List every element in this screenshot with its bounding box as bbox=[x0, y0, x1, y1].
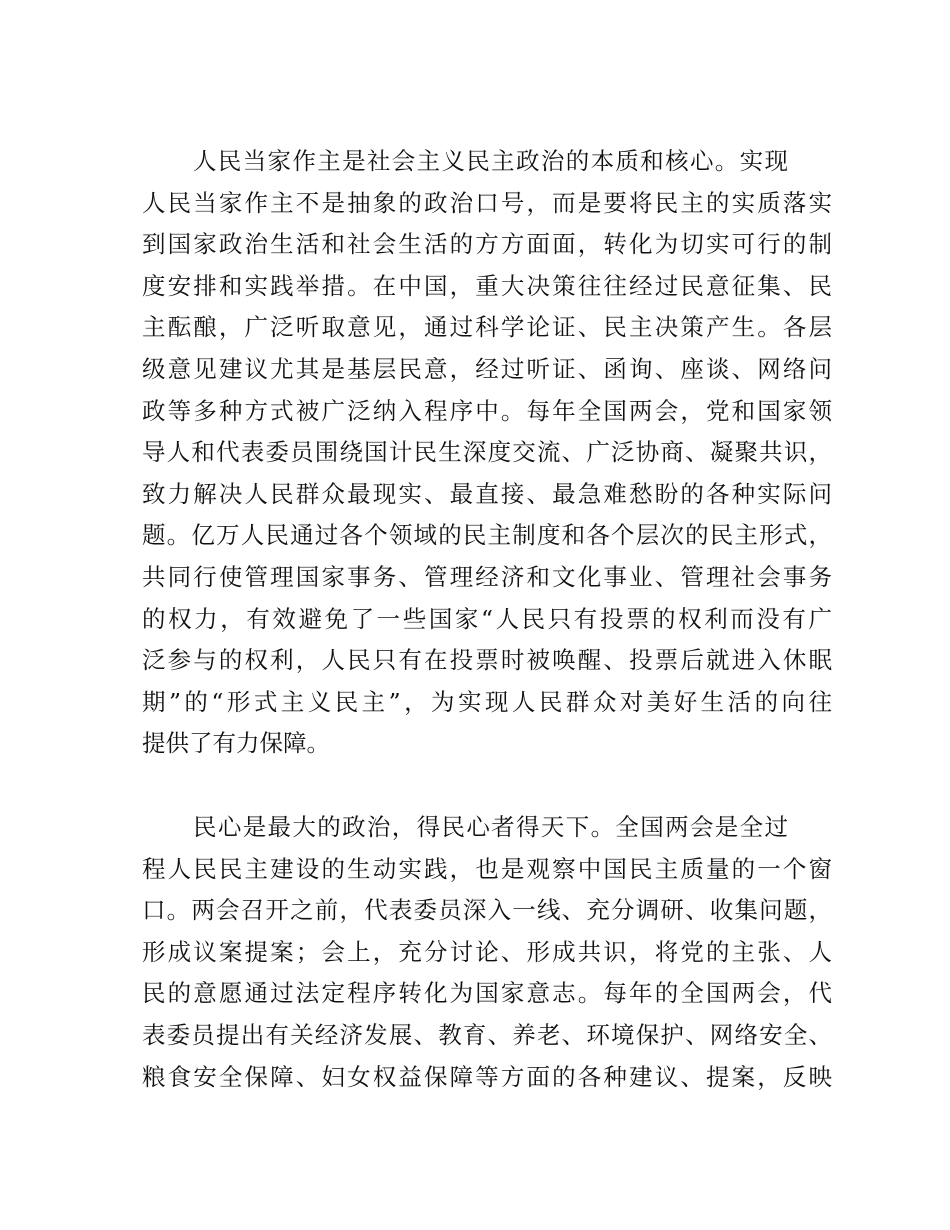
text-line: 人民当家作主不是抽象的政治口号，而是要将民主的实质落实 bbox=[142, 188, 832, 217]
text-line: 口。两会召开之前，代表委员深入一线、充分调研、收集问题， bbox=[142, 896, 832, 925]
text-line: 政等多种方式被广泛纳入程序中。每年全国两会，党和国家领 bbox=[142, 396, 832, 425]
paragraph-1 bbox=[142, 141, 832, 765]
text-line: 粮食安全保障、妇女权益保障等方面的各种建议、提案，反映 bbox=[142, 1062, 832, 1091]
text-line: 致力解决人民群众最现实、最直接、最急难愁盼的各种实际问 bbox=[142, 479, 832, 508]
text-line: 导人和代表委员围绕国计民生深度交流、广泛协商、凝聚共识， bbox=[142, 438, 832, 467]
text-line: 民心是最大的政治，得民心者得天下。全国两会是全过 bbox=[193, 813, 788, 841]
text-line: 度安排和实践举措。在中国，重大决策往往经过民意征集、民 bbox=[142, 271, 832, 300]
text-line: 程人民民主建设的生动实践，也是观察中国民主质量的一个窗 bbox=[142, 854, 832, 883]
text-line: 的权力，有效避免了一些国家“人民只有投票的权利而没有广 bbox=[142, 604, 832, 633]
text-line: 题。亿万人民通过各个领域的民主制度和各个层次的民主形式， bbox=[142, 521, 832, 550]
text-line: 表委员提出有关经济发展、教育、养老、环境保护、网络安全、 bbox=[142, 1020, 832, 1049]
text-line: 民的意愿通过法定程序转化为国家意志。每年的全国两会，代 bbox=[142, 979, 832, 1008]
text-line: 人民当家作主是社会主义民主政治的本质和核心。实现 bbox=[193, 147, 788, 175]
text-line: 期”的“形式主义民主”，为实现人民群众对美好生活的向往 bbox=[142, 687, 832, 716]
text-line: 级意见建议尤其是基层民意，经过听证、函询、座谈、网络问 bbox=[142, 354, 832, 383]
paragraph-2 bbox=[142, 807, 832, 1098]
text-line: 泛参与的权利，人民只有在投票时被唤醒、投票后就进入休眠 bbox=[142, 646, 832, 675]
text-line: 形成议案提案；会上，充分讨论、形成共识，将党的主张、人 bbox=[142, 937, 832, 966]
text-line: 主酝酿，广泛听取意见，通过科学论证、民主决策产生。各层 bbox=[142, 313, 832, 342]
text-line: 提供了有力保障。 bbox=[142, 729, 330, 758]
text-line: 到国家政治生活和社会生活的方方面面，转化为切实可行的制 bbox=[142, 230, 832, 259]
text-line: 共同行使管理国家事务、管理经济和文化事业、管理社会事务 bbox=[142, 562, 832, 591]
